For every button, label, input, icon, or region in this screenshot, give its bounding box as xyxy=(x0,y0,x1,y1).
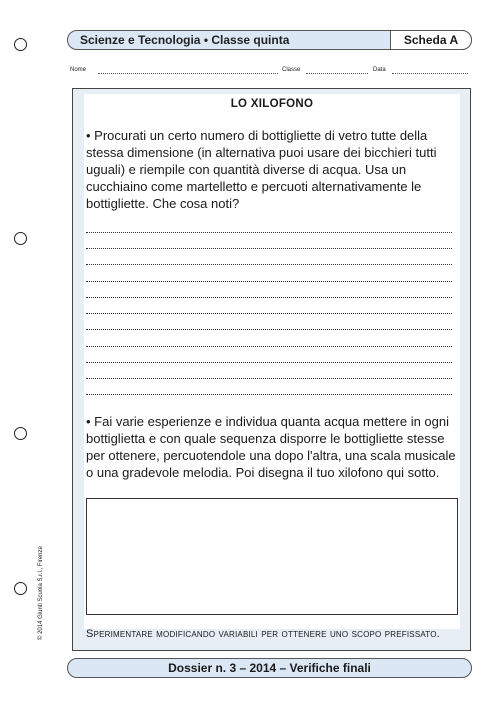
binder-hole xyxy=(14,232,27,245)
instruction-paragraph-1: • Procurati un certo numero di bottigliette di vetro tutte della stessa dimensione (in alternativa puoi usare dei bicchieri tutti uguali) e riempile con quantità diverse di acqua. Usa un cucchiaino come martelletto e percuoti alternativamente le bottigliette. Che cosa noti? xyxy=(86,128,437,211)
date-label: Data xyxy=(373,67,386,73)
name-field[interactable] xyxy=(98,67,278,74)
answer-line[interactable] xyxy=(86,297,452,298)
drawing-box[interactable] xyxy=(86,498,458,615)
answer-line[interactable] xyxy=(86,362,452,363)
sheet-label: Scheda A xyxy=(390,30,472,50)
subject-label: Scienze e Tecnologia • Classe quinta xyxy=(80,33,290,47)
footer-bar: Dossier n. 3 – 2014 – Verifiche finali xyxy=(67,658,472,678)
answer-line[interactable] xyxy=(86,281,452,282)
answer-line[interactable] xyxy=(86,248,452,249)
binder-hole xyxy=(14,582,27,595)
student-info-row xyxy=(70,67,470,77)
exercise-title: LO XILOFONO xyxy=(230,98,314,110)
copyright-notice: © 2014 Giunti Scuola S.r.l., Firenze xyxy=(38,546,44,640)
instruction-paragraph-2: • Fai varie esperienze e individua quanta acqua mettere in ogni bottiglietta e con quale sequenza disporre le bottigliette stesse per ottenere, percuotendole una dopo l'altra, una scala musicale o una gradevole melodia. Poi disegna il tuo xilofono qui sotto. xyxy=(86,414,456,480)
header-bar xyxy=(67,30,472,50)
answer-line[interactable] xyxy=(86,264,452,265)
class-field[interactable] xyxy=(306,67,368,74)
date-field[interactable] xyxy=(392,67,468,74)
answer-line[interactable] xyxy=(86,232,452,233)
answer-line[interactable] xyxy=(86,378,452,379)
class-label: Classe xyxy=(282,67,301,73)
binder-hole xyxy=(14,38,27,51)
answer-line[interactable] xyxy=(86,346,452,347)
answer-line[interactable] xyxy=(86,394,452,395)
answer-line[interactable] xyxy=(86,329,452,330)
learning-goal: Sperimentare modificando variabili per ottenere uno scopo prefissato. xyxy=(86,628,440,640)
answer-line[interactable] xyxy=(86,313,452,314)
name-label: Nome xyxy=(70,67,87,73)
binder-hole xyxy=(14,427,27,440)
